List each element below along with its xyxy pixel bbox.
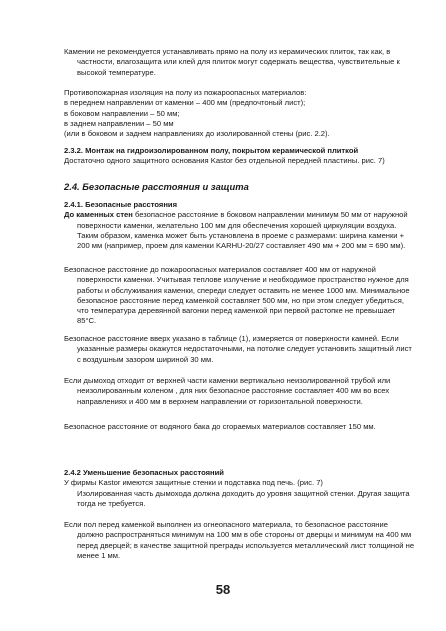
list-intro: Противопожарная изоляция на полу из пожароопасных материалов: xyxy=(64,88,307,97)
list-item: в заднем направлении – 50 мм xyxy=(64,118,174,128)
paragraph-text: Безопасное расстояние вверх указано в таблице (1), измеряется от поверхности камней. Если указанные размеры окажутся недостаточными, на потолке следует установить защитный лист с воздушным зазором шириной 30 мм. xyxy=(64,334,412,364)
paragraph-text: Камении не рекомендуется устанавливать прямо на полу из керамических плиток, так как, в частности, влагозащита или клей для плиток могут содержать вещества, чувствительные к высокой температуре. xyxy=(64,47,400,77)
section-2-3-2 xyxy=(64,146,416,167)
subsection-heading: 2.4.1. Безопасные расстояния xyxy=(64,200,178,209)
list-item: в боковом направлении – 50 мм; xyxy=(64,108,180,118)
subsection-heading: 2.3.2. Монтаж на гидроизолированном полу, покрытом керамической плиткой xyxy=(64,146,359,155)
section-2-4-2 xyxy=(64,468,416,509)
list-item: в переднем направлении от каменки – 400 мм (предпочтоный лист); xyxy=(64,98,306,108)
paragraph-text: Безопасное расстояние до пожароопасных материалов составляет 400 мм от наружной поверхности каменки. Учитывая теплове излучение и необходимое пространство нужное для работы и обслуживания каменки, спереди следует оставить не менее 1000 мм. Минимальное безопасное расстояние перед каменкой составляет 500 мм, но при этом следует убедиться, что температура деревянной вагонки перед каменкой при первой растопке не превышает 85°C. xyxy=(64,265,410,326)
section-heading: 2.4. Безопасные расстояния и защита xyxy=(64,181,249,192)
paragraph-text: Если дымоход отходит от верхней части каменки вертикально неизолированной трубой или неизолированным коленом , для них безопасное расстояние составляет 400 мм во всех направлениях и 400 мм в верхнем направлении от горизонтальной поверхности. xyxy=(64,376,391,406)
paragraph-water-tank xyxy=(64,422,416,432)
paragraph-lead: До каменных стен xyxy=(64,210,133,220)
paragraph-text: У фирмы Kastor имеются защитные стенки и подставка под печь. (рис. 7) xyxy=(64,478,323,488)
paragraph-chimney-distance xyxy=(64,376,416,407)
paragraph-stone-walls xyxy=(64,210,416,251)
paragraph-upward-distance xyxy=(64,334,416,365)
paragraph-floor-protection xyxy=(64,520,416,561)
subsection-heading: 2.4.2 Уменьшение безопасных расстояний xyxy=(64,468,224,477)
paragraph-text: Безопасное расстояние от водяного бака до сгораемых материалов составляет 150 мм. xyxy=(64,422,376,431)
paragraph-text: Достаточно одного защитного основания Kastor без отдельной передней пластины. рис. 7) xyxy=(64,156,385,166)
paragraph-text: безопасное расстояние в боковом направлении минимум 50 мм от наружной поверхности каменки, желательно 100 мм для обеспечения хорошей циркуляции воздуха. Таким образом, каменка может быть установлена в проеме с размерами: ширина каменки + 200 мм (например, проем для каменки KARHU-20/27 составляет 490 мм + 200 мм = 690 мм). xyxy=(77,210,408,251)
paragraph-flammable-distance xyxy=(64,265,416,327)
list-item: (или в боковом и заднем направлениях до изолированной стены (рис. 2.2). xyxy=(64,129,330,139)
section-2-4 xyxy=(64,181,416,193)
fire-insulation-list xyxy=(64,88,416,139)
paragraph-text: Если пол перед каменкой выполнен из огнеопасного материала, то безопасное расстояние должно распространяться минимум на 100 мм в обе стороны от дверцы и минимум на 400 мм перед дверцей; в качестве защитной преграды используется металлический лист толщиной не менее 1 мм. xyxy=(64,520,415,560)
paragraph-ceramic-floor xyxy=(64,47,416,78)
page-number: 58 xyxy=(215,582,231,597)
section-2-4-1 xyxy=(64,200,416,251)
paragraph-text: Изолированная часть дымохода должна доходить до уровня защитной стенки. Другая защита тогда не требуется. xyxy=(77,488,410,508)
